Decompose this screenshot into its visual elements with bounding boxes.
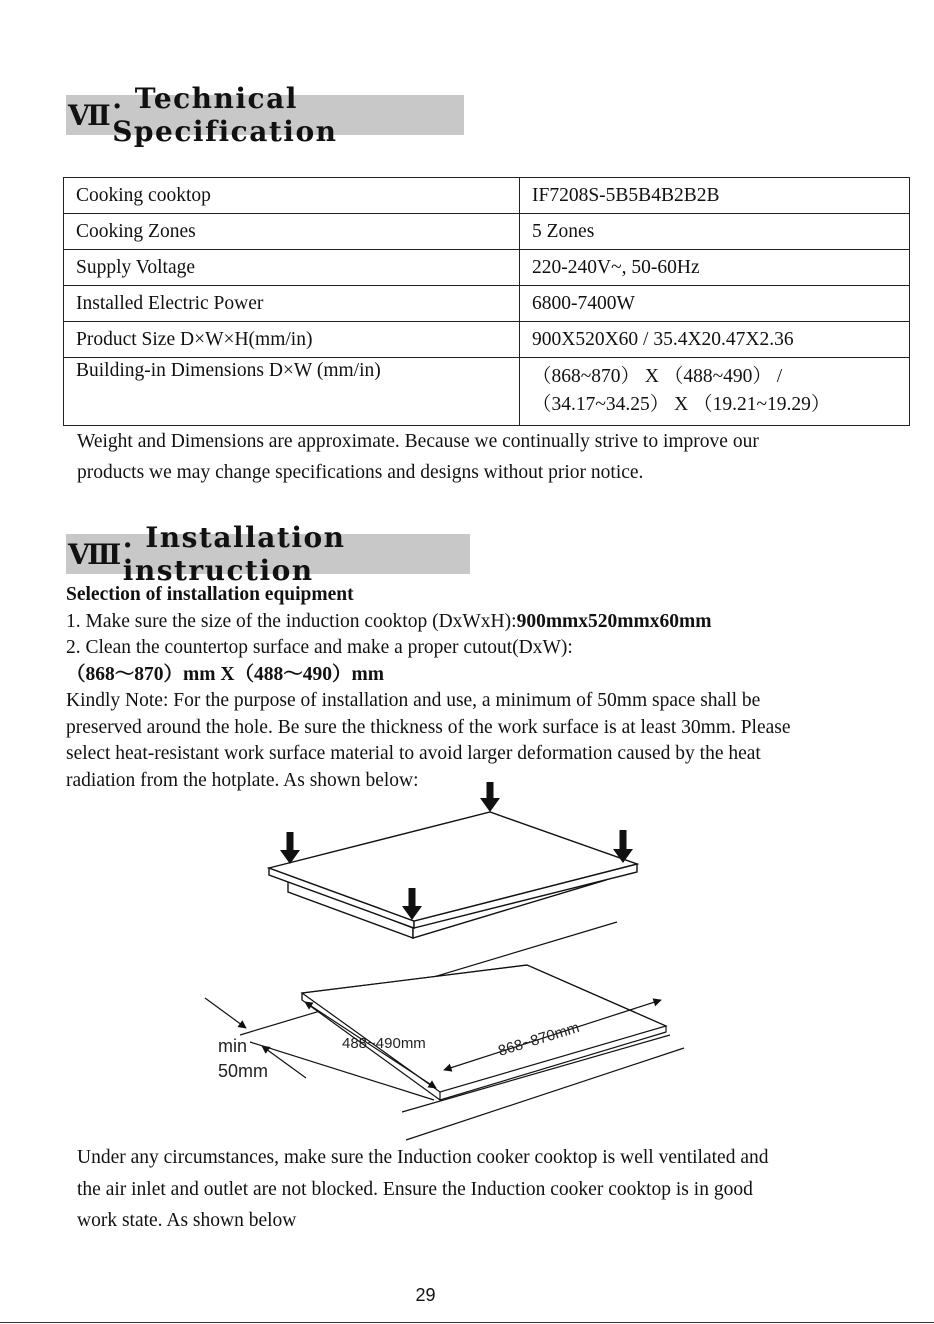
margin-label-min: min [218, 1036, 248, 1056]
spec-disclaimer [77, 426, 907, 488]
table-row [64, 322, 910, 358]
step-2: 2. Clean the countertop surface and make a proper cutout(DxW): [66, 637, 573, 658]
text-line: work state. As shown below [77, 1210, 297, 1231]
margin-dimension-arrow [262, 1046, 306, 1078]
step-text: 1. Make sure the size of the induction cooktop (DxWxH): [66, 610, 517, 632]
step-emphasis: 900mmx520mmx60mm [516, 610, 712, 632]
spec-value: 6800-7400W [520, 286, 910, 322]
cooktop-illustration [269, 812, 637, 938]
table-row [64, 214, 910, 250]
spec-label: Cooking Zones [64, 214, 520, 250]
disclaimer-line: Weight and Dimensions are approximate. Because we continually strive to improve our [77, 431, 759, 452]
section-title: . Technical Specification [112, 82, 338, 148]
margin-label-50mm: 50mm [218, 1061, 269, 1081]
text-line: Under any circumstances, make sure the Induction cooker cooktop is well ventilated and [77, 1147, 769, 1168]
disclaimer-line: products we may change specifications and designs without prior notice. [77, 462, 644, 483]
margin-dimension-arrow [205, 998, 246, 1028]
spec-value: 900X520X60 / 35.4X20.47X2.36 [520, 322, 910, 358]
spec-value: 220-240V~, 50-60Hz [520, 250, 910, 286]
note-line: Kindly Note: For the purpose of installation and use, a minimum of 50mm space shall be [66, 690, 761, 711]
width-label: 488~490mm [342, 1035, 426, 1052]
step-1 [66, 609, 906, 636]
arrow-down-icon [480, 782, 500, 812]
spec-table [63, 177, 910, 426]
section-numeral: Ⅶ [68, 98, 113, 132]
section-heading-technical-specification [66, 82, 464, 148]
spec-value-line: （34.17~34.25） X （19.21~19.29） [532, 394, 831, 415]
installation-diagram [0, 770, 934, 1150]
page-divider [0, 1322, 934, 1323]
cutout-dimensions: （868～870）mm X（488～490）mm [66, 663, 384, 685]
table-row [64, 286, 910, 322]
section-numeral: Ⅷ [68, 537, 123, 571]
spec-value [520, 358, 910, 426]
spec-value: 5 Zones [520, 214, 910, 250]
spec-value: IF7208S-5B5B4B2B2B [520, 178, 910, 214]
text-line: the air inlet and outlet are not blocked. Ensure the Induction cooker cooktop is in good [77, 1178, 753, 1200]
section-title: . Installation instruction [122, 521, 346, 587]
note-line: radiation from the hotplate. As shown below: [66, 769, 419, 791]
spec-label: Supply Voltage [64, 250, 520, 286]
page-number: 29 [415, 1285, 436, 1305]
depth-label: 868~870mm [496, 1019, 582, 1060]
spec-label: Cooking cooktop [64, 178, 520, 214]
subheading: Selection of installation equipment [66, 584, 354, 605]
ventilation-text [77, 1142, 907, 1237]
table-row [64, 358, 910, 426]
arrow-down-icon [280, 832, 300, 864]
spec-label: Product Size D×W×H(mm/in) [64, 322, 520, 358]
installation-text [66, 582, 906, 794]
spec-label: Building-in Dimensions D×W (mm/in) [64, 358, 520, 426]
note-line: select heat-resistant work surface material to avoid larger deformation caused by the heat [66, 743, 761, 764]
spec-label: Installed Electric Power [64, 286, 520, 322]
section-heading-installation [66, 521, 470, 587]
note-line: preserved around the hole. Be sure the thickness of the work surface is at least 30mm. Please [66, 716, 791, 738]
table-row [64, 250, 910, 286]
countertop-illustration [240, 922, 684, 1140]
spec-value-line: （868~870） X （488~490） / [532, 366, 783, 387]
table-row [64, 178, 910, 214]
